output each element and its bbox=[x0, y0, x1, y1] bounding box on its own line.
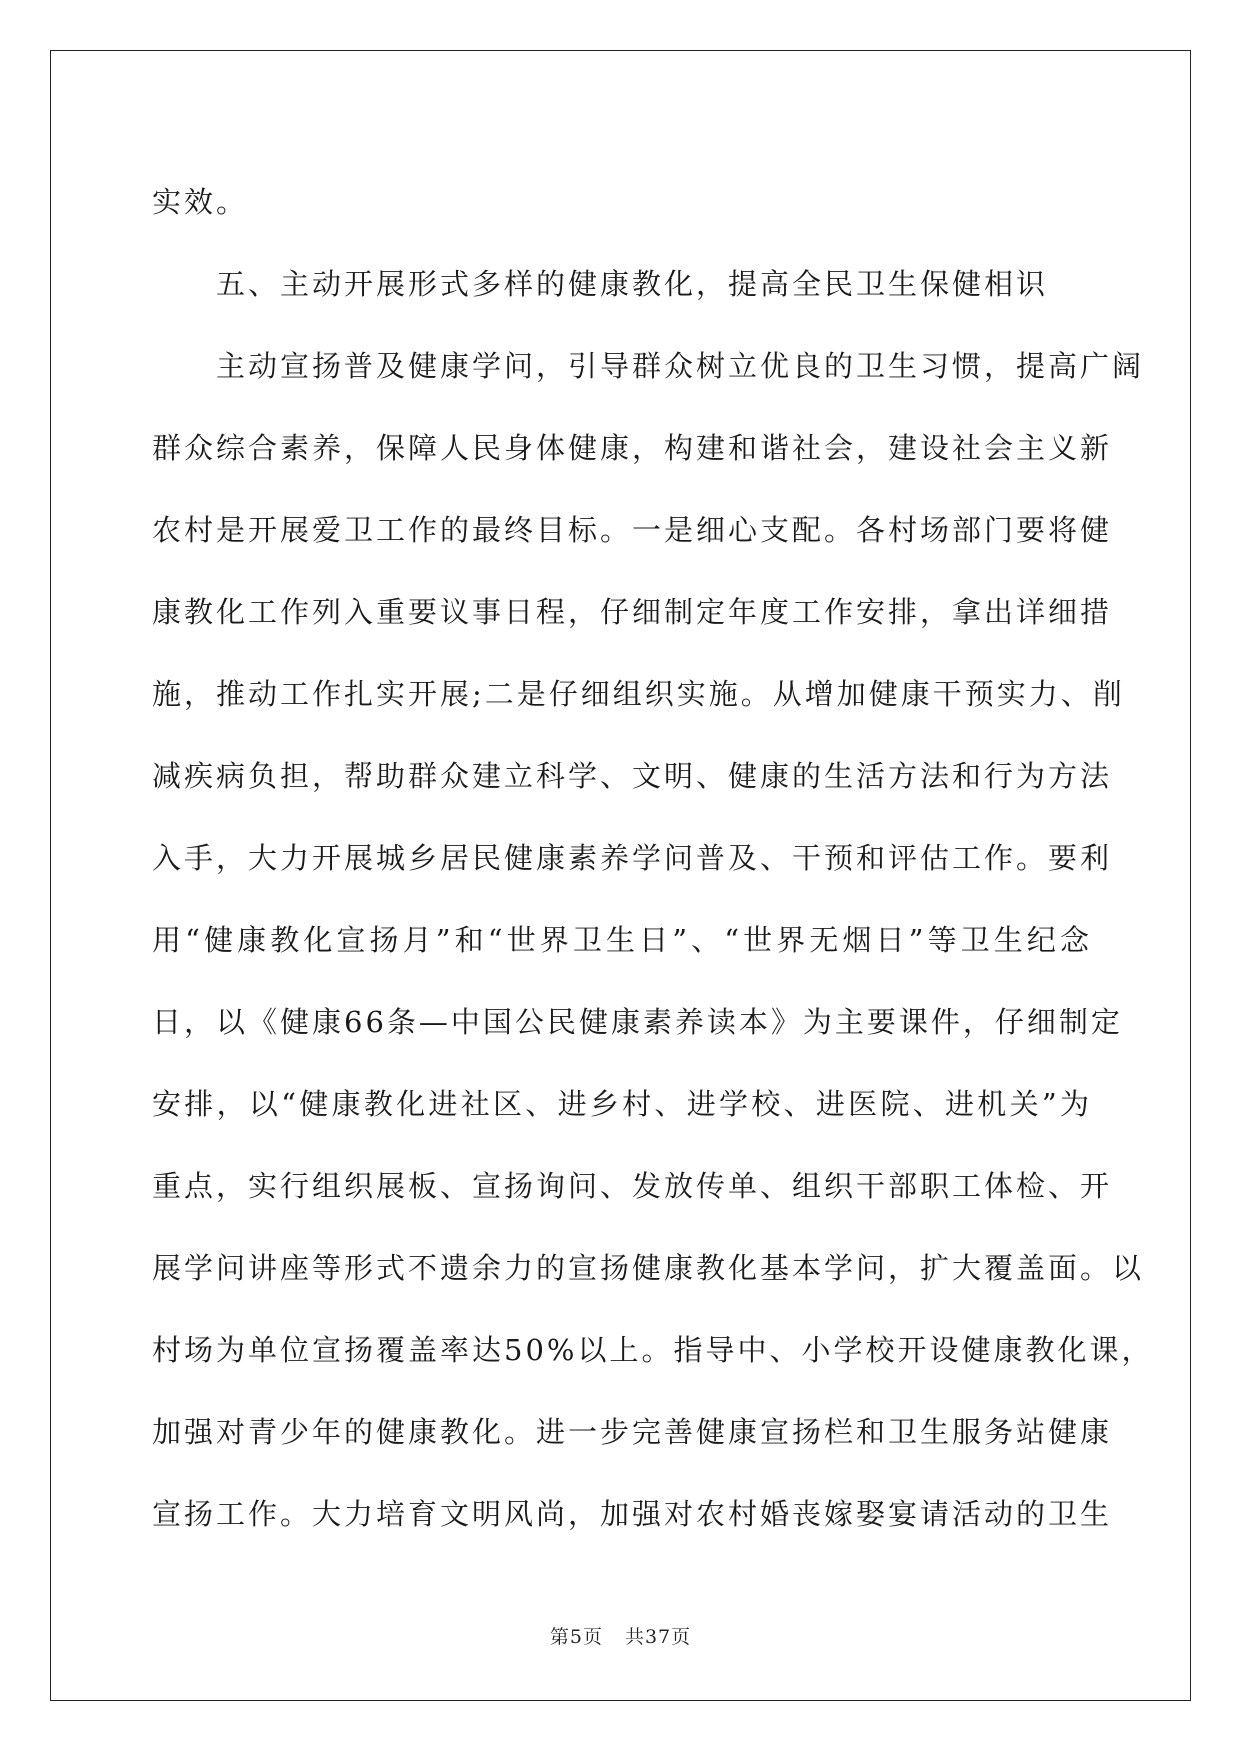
text-line: 展学问讲座等形式不遗余力的宣扬健康教化基本学问，扩大覆盖面。以 bbox=[152, 1251, 1145, 1285]
text-line: 农村是开展爱卫工作的最终目标。一是细心支配。各村场部门要将健 bbox=[152, 513, 1113, 547]
text-line: 实效。 bbox=[152, 185, 249, 219]
text-line: 施，推动工作扎实开展;二是仔细组织实施。从增加健康干预实力、削 bbox=[152, 677, 1125, 711]
text-line: 加强对青少年的健康教化。进一步完善健康宣扬栏和卫生服务站健康 bbox=[152, 1415, 1113, 1449]
page-total: 共37页 bbox=[624, 1626, 692, 1648]
text-line: 重点，实行组织展板、宣扬询问、发放传单、组织干部职工体检、开 bbox=[152, 1169, 1113, 1203]
section-heading: 五、主动开展形式多样的健康教化，提高全民卫生保健相识 bbox=[216, 267, 1049, 301]
text-line: 减疾病负担，帮助群众建立科学、文明、健康的生活方法和行为方法 bbox=[152, 759, 1113, 793]
text-line: 用“健康教化宣扬月”和“世界卫生日”、“世界无烟日”等卫生纪念 bbox=[152, 923, 1092, 957]
text-line: 宣扬工作。大力培育文明风尚，加强对农村婚丧嫁娶宴请活动的卫生 bbox=[152, 1497, 1113, 1531]
text-line: 康教化工作列入重要议事日程，仔细制定年度工作安排，拿出详细措 bbox=[152, 595, 1113, 629]
page-number: 第5页 bbox=[549, 1626, 603, 1648]
text-line: 主动宣扬普及健康学问，引导群众树立优良的卫生习惯，提高广阔 bbox=[216, 349, 1145, 383]
text-line: 村场为单位宣扬覆盖率达50%以上。指导中、小学校开设健康教化课， bbox=[152, 1333, 1154, 1367]
text-line: 日，以《健康66条—中国公民健康素养读本》为主要课件，仔细制定 bbox=[152, 1005, 1123, 1039]
body-text bbox=[152, 161, 1154, 1555]
text-line: 入手，大力开展城乡居民健康素养学问普及、干预和评估工作。要利 bbox=[152, 841, 1113, 875]
text-line: 群众综合素养，保障人民身体健康，构建和谐社会，建设社会主义新 bbox=[152, 431, 1113, 465]
page-footer bbox=[0, 1622, 1241, 1649]
text-line: 安排，以“健康教化进社区、进乡村、进学校、进医院、进机关”为 bbox=[152, 1087, 1092, 1121]
